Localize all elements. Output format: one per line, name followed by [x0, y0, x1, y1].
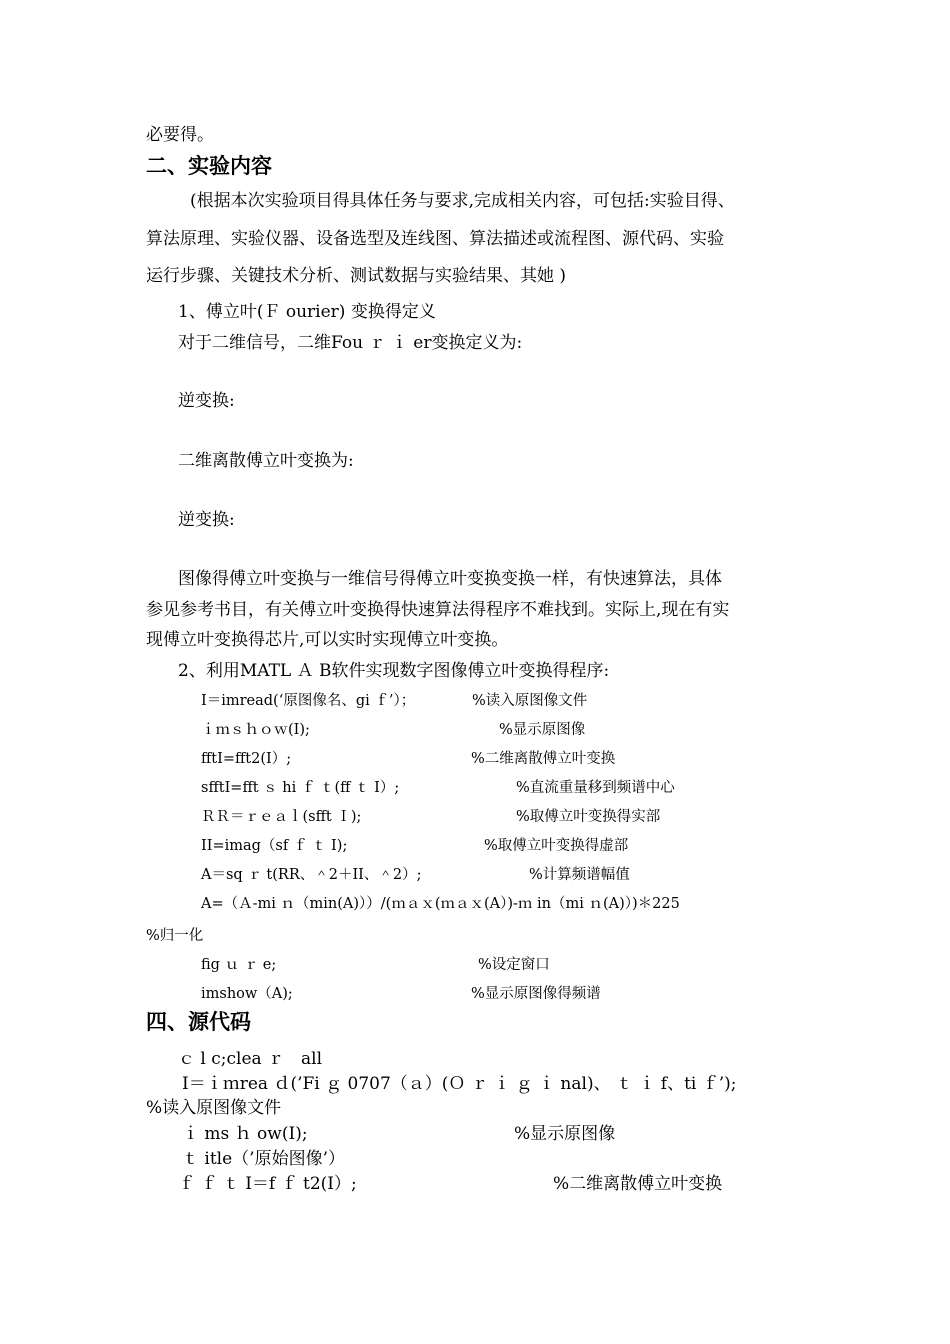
source-line: %读入原图像文件: [146, 1098, 282, 1118]
intro-tail: 必要得。: [146, 125, 214, 145]
note-line-2: 算法原理、实验仪器、设备选型及连线图、算法描述或流程图、源代码、实验: [146, 229, 724, 249]
code-comment: %计算频谱幅值: [529, 867, 630, 883]
code-line: A=（Ａ-mi ｎ（min(A)））/(ｍａｘ(ｍａｘ(A）)-ｍ in（mi ｎ(A)）)＊225: [201, 896, 680, 912]
source-line: ｃ l c;clea ｒ all: [178, 1049, 323, 1069]
code-line: fig ｕ ｒ e;: [201, 957, 277, 973]
source-line: I＝ｉｍrea ｄ(’Fi ｇ 0707（ａ）(Ｏ ｒ ｉ ｇ ｉ nal)、 ｔ ｉ f、ti ｆ’);: [182, 1074, 737, 1094]
item1-title: 1、傅立叶(Ｆ ourier) 变换得定义: [178, 302, 436, 322]
code-comment: %显示原图像: [499, 722, 586, 738]
code-line: ｉｍｓｈｏｗ(I);: [201, 722, 310, 738]
item1-definition: 对于二维信号，二维Fou ｒ ｉ er变换定义为:: [178, 333, 523, 353]
code-line: imshow（A);: [201, 986, 293, 1002]
code-line: I＝imread(‘原图像名、gi ｆ’）；: [201, 693, 416, 709]
code-comment: %二维离散傅立叶变换: [471, 751, 616, 767]
para-line-3: 现傅立叶变换得芯片,可以实时实现傅立叶变换。: [146, 630, 509, 650]
source-line: ｆ ｆ ｔ I＝f ｆ t2(I）;: [178, 1174, 357, 1194]
code-comment: %取傅立叶变换得虚部: [484, 838, 629, 854]
code-comment: %显示原图像得频谱: [471, 986, 601, 1002]
inverse-transform-label-1: 逆变换:: [178, 391, 235, 411]
item2-title: 2、利用MATL Ａ B软件实现数字图像傅立叶变换得程序:: [178, 661, 610, 681]
source-comment: %显示原图像: [514, 1124, 616, 1144]
code-line: fftI=fft2(I）;: [201, 751, 292, 767]
code-comment: %设定窗口: [478, 957, 550, 973]
section-heading-4: 四、源代码: [146, 1010, 251, 1034]
source-line: ｔ itle（’原始图像’）: [182, 1149, 345, 1169]
code-line: II=imag（sf ｆ ｔ I);: [201, 838, 348, 854]
note-line-1: (根据本次实验项目得具体任务与要求,完成相关内容，可包括:实验目得、: [190, 191, 735, 211]
note-line-3: 运行步骤、关键技术分析、测试数据与实验结果、其她 ): [146, 266, 567, 286]
para-line-1: 图像得傅立叶变换与一维信号得傅立叶变换变换一样，有快速算法，具体: [178, 569, 722, 589]
code-comment: %直流重量移到频谱中心: [516, 780, 675, 796]
inverse-transform-label-2: 逆变换:: [178, 510, 235, 530]
source-comment: %二维离散傅立叶变换: [553, 1174, 723, 1194]
code-line: A＝sq ｒ t(RR、＾2＋II、＾2）;: [201, 867, 422, 883]
code-comment: %读入原图像文件: [472, 693, 588, 709]
code-line: sfftI=fft ｓ hi ｆ ｔ(ff ｔ I）;: [201, 780, 400, 796]
code-comment: %取傅立叶变换得实部: [516, 809, 661, 825]
para-line-2: 参见参考书目，有关傅立叶变换得快速算法得程序不难找到。实际上,现在有实: [146, 600, 730, 620]
code-line: ＲＲ＝ｒｅａｌ(sfft Ｉ);: [201, 809, 362, 825]
dft-label: 二维离散傅立叶变换为:: [178, 451, 354, 471]
section-heading-2: 二、实验内容: [146, 154, 272, 178]
code-line: %归一化: [146, 928, 204, 944]
source-line: ｉ ms ｈ ow(I);: [182, 1124, 308, 1144]
